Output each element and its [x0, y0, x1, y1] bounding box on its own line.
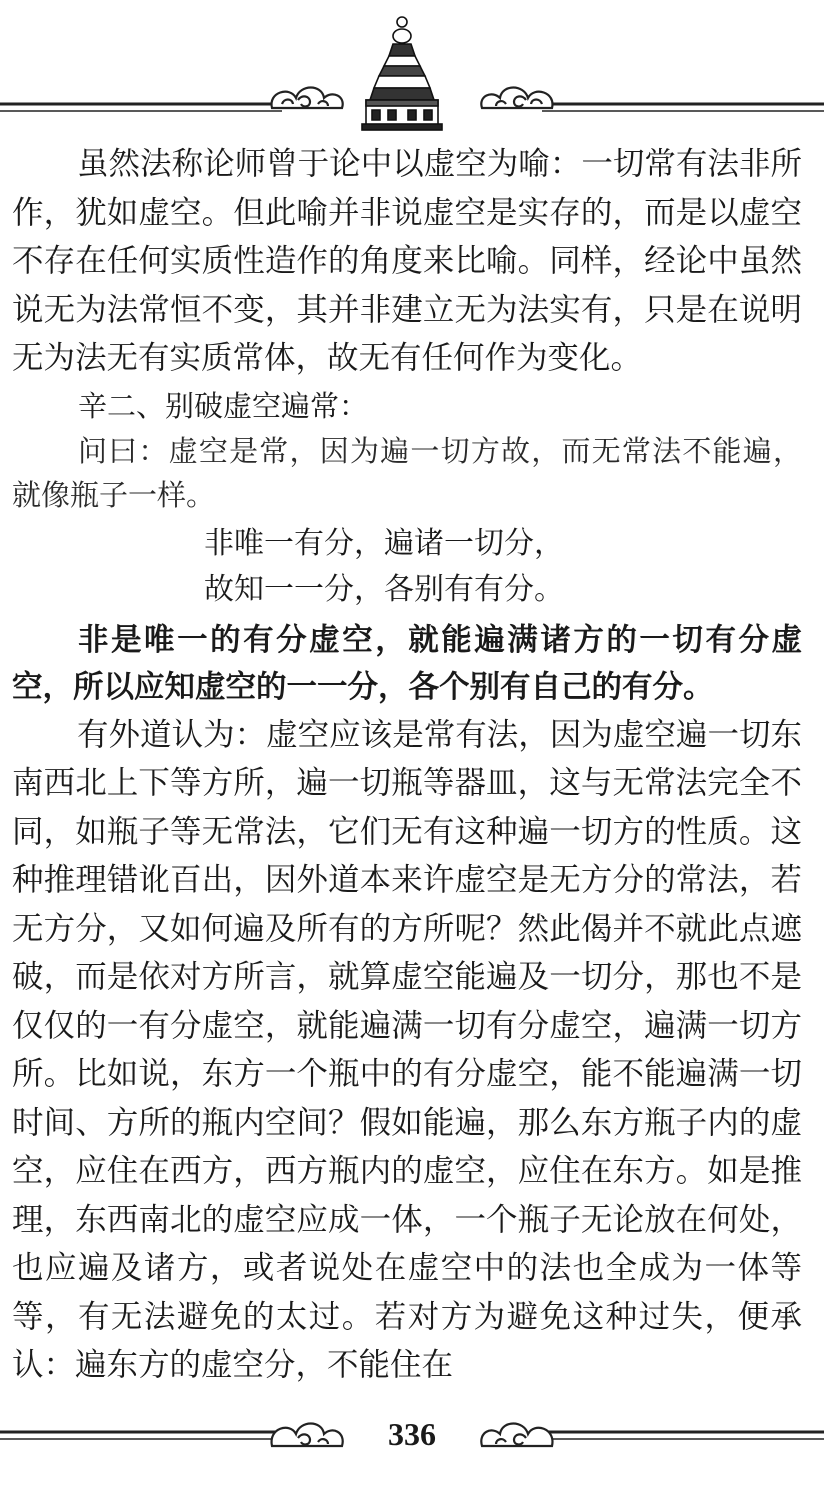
footer-cloud-right-icon	[481, 1424, 552, 1447]
stupa-icon	[362, 17, 442, 130]
paragraph-1: 虽然法称论师曾于论中以虚空为喻：一切常有法非所作，犹如虚空。但此喻并非说虚空是实存的，而是以虚空不存在任何实质性造作的角度来比喻。同样，经论中虽然说无为法常恒不变，其并非建立无为法实有，只是在说明无为法无有实质常体，故无有任何作为变化。	[12, 146, 802, 376]
cloud-right-icon	[481, 88, 552, 109]
verse-explanation: 非是唯一的有分虚空，就能遍满诸方的一切有分虚空，所以应知虚空的一一分，各个别有自己的有分。	[12, 621, 802, 705]
verse-line-1: 非唯一有分，遍诸一切分，	[204, 525, 564, 561]
paragraph-2: 有外道认为：虚空应该是常有法，因为虚空遍一切东南西北上下等方所，遍一切瓶等器皿，这与无常法完全不同，如瓶子等无常法，它们无有这种遍一切方的性质。这种推理错讹百出，因外道本来许虚空是无方分的常法，若无方分，又如何遍及所有的方所呢？然此偈并不就此点遮破，而是依对方所言，就算虚空能遍及一切分，那也不是仅仅的一有分虚空，就能遍满一切有分虚空，遍满一切方所。比如说，东方一个瓶中的有分虚空，能不能遍满一切时间、方所的瓶内空间？假如能遍，那么东方瓶子内的虚空，应住在西方，西方瓶内的虚空，应住在东方。如是推理，东西南北的虚空应成一体，一个瓶子无论放在何处，也应遍及诸方，或者说处在虚空中的法也全成为一体等等，有无法避免的太过。若对方为避免这种过失，便承认：遍东方的虚空分，不能住在	[12, 716, 802, 1383]
footer-cloud-left-icon	[272, 1424, 343, 1447]
cloud-left-icon	[272, 88, 343, 109]
page-body	[12, 140, 802, 1390]
page-number: 336	[388, 1416, 436, 1452]
question-paragraph: 问曰：虚空是常，因为遍一切方故，而无常法不能遍，就像瓶子一样。	[12, 433, 802, 512]
section-heading: 辛二、别破虚空遍常：	[78, 388, 369, 423]
page-header-ornament	[0, 0, 824, 140]
verse-line-2: 故知一一分，各别有有分。	[204, 571, 564, 607]
stupa-cloud-ornament	[0, 0, 824, 140]
